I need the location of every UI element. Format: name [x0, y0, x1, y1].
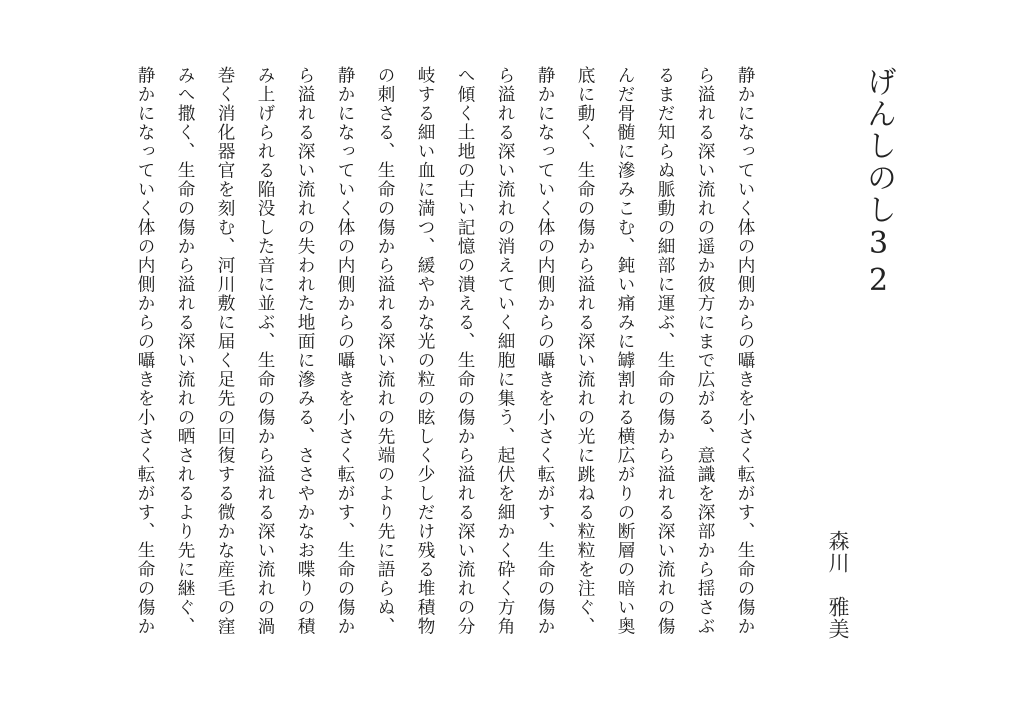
poem-line: の刺さる、生命の傷から溢れる深い流れの先端のより先に語らぬ、 — [375, 66, 395, 636]
poem-line: 巻く消化器官を刻む、河川敷に届く足先の回復する微かな産毛の窪 — [215, 66, 235, 636]
poem-line: へ傾く土地の古い記憶の潰える、生命の傷から溢れる深い流れの分 — [455, 66, 475, 636]
poem-line: るまだ知らぬ脈動の細部に運ぶ、生命の傷から溢れる深い流れの傷 — [655, 66, 675, 636]
poem-title — [860, 66, 896, 300]
poem-line: 静かになっていく体の内側からの囁きを小さく転がす、生命の傷か — [535, 66, 555, 636]
poem-line: ら溢れる深い流れの消えていく細胞に集う、起伏を細かく砕く方角 — [495, 66, 515, 636]
poem-line: 静かになっていく体の内側からの囁きを小さく転がす、生命の傷か — [335, 66, 355, 636]
poem-line: 底に動く、生命の傷から溢れる深い流れの光に跳ねる粒粒を注ぐ、 — [575, 66, 595, 636]
poem-line: ら溢れる深い流れの失われた地面に滲みる、ささやかなお喋りの積 — [295, 66, 315, 636]
poem-line: み上げられる陥没した音に並ぶ、生命の傷から溢れる深い流れの渦 — [255, 66, 275, 636]
poem-title-text: げんしのし — [861, 66, 896, 226]
poem-line: 静かになっていく体の内側からの囁きを小さく転がす、生命の傷か — [135, 66, 155, 636]
author-name — [826, 530, 850, 650]
author-given-name: 雅美 — [826, 596, 850, 640]
poem-line: みへ撒く、生命の傷から溢れる深い流れの晒されるより先に継ぐ、 — [175, 66, 195, 636]
poem-line: ら溢れる深い流れの遥か彼方にまで広がる、意識を深部から揺さぶ — [695, 66, 715, 636]
poem-number: 32 — [861, 226, 896, 300]
poem-body — [125, 66, 765, 656]
author-family-name: 森川 — [826, 530, 850, 574]
poem-line: 岐する細い血に満つ、緩やかな光の粒の眩しく少しだけ残る堆積物 — [415, 66, 435, 636]
poem-line: 静かになっていく体の内側からの囁きを小さく転がす、生命の傷か — [735, 66, 755, 636]
poem-line: んだ骨髄に滲みこむ、鈍い痛みに罅割れる横広がりの断層の暗い奥 — [615, 66, 635, 636]
